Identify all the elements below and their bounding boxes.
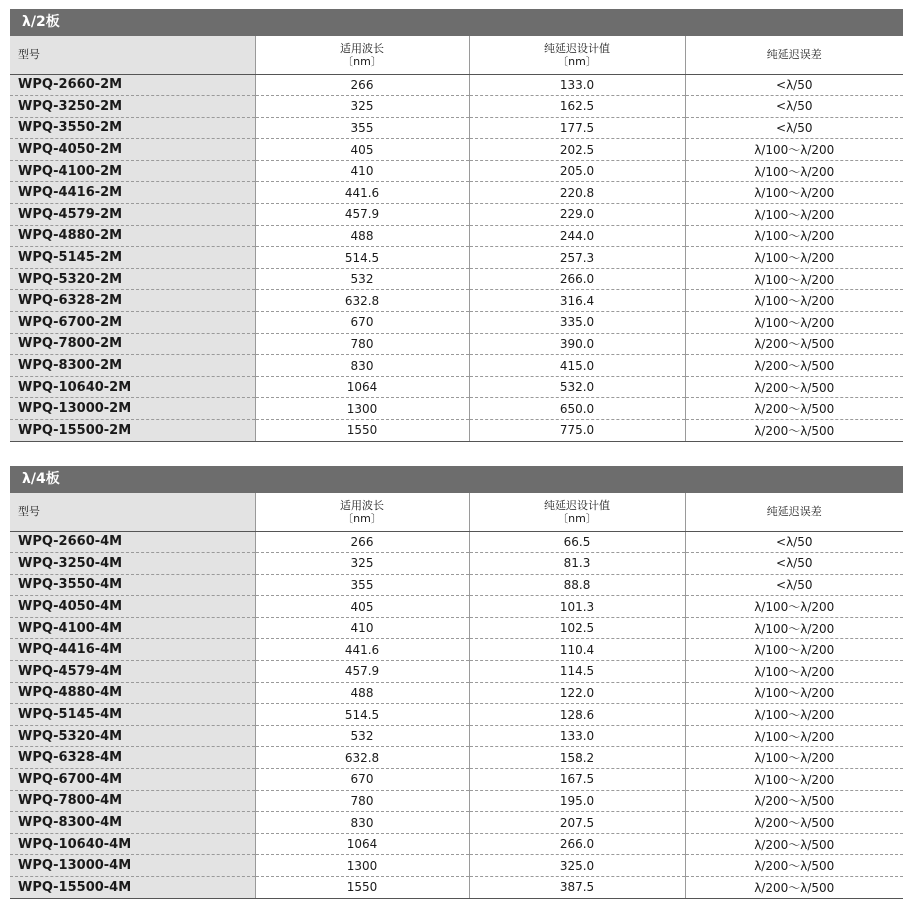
wavelength-header-unit: 〔nm〕: [342, 511, 382, 525]
model-cell: WPQ-5320-2M: [10, 268, 255, 290]
table-row: [10, 790, 903, 812]
model-cell: WPQ-15500-4M: [10, 877, 255, 899]
table-row: [10, 333, 903, 355]
wavelength-cell: 266: [255, 74, 469, 96]
wavelength-cell: 1550: [255, 420, 469, 442]
error-cell: λ/200～λ/500: [685, 855, 903, 877]
wavelength-cell: 488: [255, 682, 469, 704]
model-header: 型号: [10, 493, 255, 531]
wavelength-cell: 325: [255, 96, 469, 118]
wavelength-cell: 514.5: [255, 704, 469, 726]
retardation-cell: 775.0: [469, 420, 685, 442]
retardation-cell: 266.0: [469, 833, 685, 855]
error-cell: λ/200～λ/500: [685, 877, 903, 899]
table-row: [10, 531, 903, 553]
model-cell: WPQ-6700-4M: [10, 769, 255, 791]
retardation-header-unit: 〔nm〕: [557, 54, 597, 68]
table-header-row: [10, 493, 903, 531]
model-cell: WPQ-2660-2M: [10, 74, 255, 96]
error-cell: λ/100～λ/200: [685, 596, 903, 618]
error-cell: λ/200～λ/500: [685, 376, 903, 398]
model-cell: WPQ-13000-2M: [10, 398, 255, 420]
retardation-cell: 177.5: [469, 117, 685, 139]
wavelength-cell: 632.8: [255, 747, 469, 769]
error-cell: λ/100～λ/200: [685, 704, 903, 726]
retardation-cell: 81.3: [469, 553, 685, 575]
wavelength-cell: 1550: [255, 877, 469, 899]
error-cell: λ/100～λ/200: [685, 639, 903, 661]
retardation-cell: 128.6: [469, 704, 685, 726]
wavelength-cell: 355: [255, 574, 469, 596]
retardation-cell: 114.5: [469, 661, 685, 683]
retardation-cell: 257.3: [469, 247, 685, 269]
wavelength-header-unit: 〔nm〕: [342, 54, 382, 68]
table-row: [10, 355, 903, 377]
table-row: [10, 74, 903, 96]
retardation-cell: 110.4: [469, 639, 685, 661]
table-row: [10, 661, 903, 683]
error-cell: λ/100～λ/200: [685, 247, 903, 269]
retardation-cell: 202.5: [469, 139, 685, 161]
error-cell: λ/100～λ/200: [685, 747, 903, 769]
error-cell: λ/100～λ/200: [685, 225, 903, 247]
model-cell: WPQ-10640-2M: [10, 376, 255, 398]
retardation-cell: 229.0: [469, 204, 685, 226]
wavelength-cell: 532: [255, 725, 469, 747]
retardation-cell: 316.4: [469, 290, 685, 312]
error-cell: <λ/50: [685, 574, 903, 596]
model-cell: WPQ-3550-2M: [10, 117, 255, 139]
retardation-header-label: 纯延迟设计值: [544, 498, 610, 512]
model-cell: WPQ-4579-2M: [10, 204, 255, 226]
table-row: [10, 704, 903, 726]
model-cell: WPQ-7800-2M: [10, 333, 255, 355]
table-row: [10, 769, 903, 791]
error-cell: λ/100～λ/200: [685, 725, 903, 747]
retardation-cell: 158.2: [469, 747, 685, 769]
error-cell: <λ/50: [685, 74, 903, 96]
retardation-cell: 266.0: [469, 268, 685, 290]
wavelength-cell: 405: [255, 596, 469, 618]
table-row: [10, 312, 903, 334]
table-row: [10, 290, 903, 312]
model-cell: WPQ-7800-4M: [10, 790, 255, 812]
error-cell: λ/100～λ/200: [685, 661, 903, 683]
wavelength-cell: 670: [255, 312, 469, 334]
retardation-cell: 133.0: [469, 725, 685, 747]
wavelength-cell: 355: [255, 117, 469, 139]
error-cell: λ/200～λ/500: [685, 333, 903, 355]
table-row: [10, 574, 903, 596]
model-cell: WPQ-2660-4M: [10, 531, 255, 553]
model-cell: WPQ-4050-2M: [10, 139, 255, 161]
error-cell: λ/200～λ/500: [685, 355, 903, 377]
retardation-cell: 390.0: [469, 333, 685, 355]
error-cell: <λ/50: [685, 553, 903, 575]
retardation-cell: 88.8: [469, 574, 685, 596]
wavelength-header: [255, 36, 469, 74]
error-cell: λ/200～λ/500: [685, 790, 903, 812]
table-row: [10, 225, 903, 247]
half-wave-plate-section: [10, 9, 903, 442]
error-cell: λ/100～λ/200: [685, 268, 903, 290]
retardation-cell: 220.8: [469, 182, 685, 204]
error-cell: λ/200～λ/500: [685, 833, 903, 855]
wavelength-header: [255, 493, 469, 531]
wavelength-header-label: 适用波长: [340, 498, 384, 512]
error-cell: λ/100～λ/200: [685, 290, 903, 312]
table-row: [10, 247, 903, 269]
model-cell: WPQ-4100-2M: [10, 160, 255, 182]
model-cell: WPQ-4416-4M: [10, 639, 255, 661]
wavelength-cell: 830: [255, 812, 469, 834]
wavelength-cell: 1300: [255, 398, 469, 420]
table-row: [10, 96, 903, 118]
retardation-header: [469, 36, 685, 74]
error-cell: <λ/50: [685, 117, 903, 139]
table-row: [10, 812, 903, 834]
model-cell: WPQ-15500-2M: [10, 420, 255, 442]
retardation-cell: 415.0: [469, 355, 685, 377]
retardation-cell: 244.0: [469, 225, 685, 247]
model-cell: WPQ-13000-4M: [10, 855, 255, 877]
retardation-header: [469, 493, 685, 531]
error-cell: λ/100～λ/200: [685, 139, 903, 161]
wavelength-cell: 266: [255, 531, 469, 553]
error-cell: λ/200～λ/500: [685, 420, 903, 442]
wavelength-cell: 1064: [255, 376, 469, 398]
error-cell: λ/100～λ/200: [685, 769, 903, 791]
model-cell: WPQ-8300-4M: [10, 812, 255, 834]
retardation-cell: 167.5: [469, 769, 685, 791]
error-cell: <λ/50: [685, 531, 903, 553]
wavelength-cell: 457.9: [255, 204, 469, 226]
retardation-cell: 162.5: [469, 96, 685, 118]
wavelength-cell: 410: [255, 617, 469, 639]
model-cell: WPQ-4416-2M: [10, 182, 255, 204]
wavelength-cell: 670: [255, 769, 469, 791]
error-cell: λ/200～λ/500: [685, 398, 903, 420]
model-cell: WPQ-10640-4M: [10, 833, 255, 855]
wavelength-cell: 532: [255, 268, 469, 290]
table-row: [10, 182, 903, 204]
table-row: [10, 682, 903, 704]
retardation-cell: 66.5: [469, 531, 685, 553]
retardation-cell: 101.3: [469, 596, 685, 618]
wavelength-cell: 488: [255, 225, 469, 247]
error-header: 纯延迟误差: [685, 36, 903, 74]
table-row: [10, 376, 903, 398]
model-cell: WPQ-5145-2M: [10, 247, 255, 269]
model-cell: WPQ-3550-4M: [10, 574, 255, 596]
error-cell: λ/100～λ/200: [685, 312, 903, 334]
wavelength-cell: 830: [255, 355, 469, 377]
model-cell: WPQ-6328-2M: [10, 290, 255, 312]
model-cell: WPQ-4880-4M: [10, 682, 255, 704]
table-row: [10, 877, 903, 899]
wavelength-cell: 1064: [255, 833, 469, 855]
wavelength-cell: 780: [255, 333, 469, 355]
wavelength-cell: 441.6: [255, 182, 469, 204]
error-cell: λ/100～λ/200: [685, 160, 903, 182]
retardation-cell: 532.0: [469, 376, 685, 398]
wavelength-cell: 514.5: [255, 247, 469, 269]
table-row: [10, 268, 903, 290]
retardation-cell: 205.0: [469, 160, 685, 182]
model-cell: WPQ-5145-4M: [10, 704, 255, 726]
table-row: [10, 833, 903, 855]
retardation-cell: 133.0: [469, 74, 685, 96]
wavelength-cell: 457.9: [255, 661, 469, 683]
model-header: 型号: [10, 36, 255, 74]
error-cell: λ/100～λ/200: [685, 182, 903, 204]
table-row: [10, 617, 903, 639]
retardation-cell: 195.0: [469, 790, 685, 812]
retardation-cell: 102.5: [469, 617, 685, 639]
quarter-wave-plate-table: [10, 493, 903, 899]
wavelength-cell: 405: [255, 139, 469, 161]
model-cell: WPQ-4880-2M: [10, 225, 255, 247]
error-cell: λ/100～λ/200: [685, 617, 903, 639]
retardation-header-unit: 〔nm〕: [557, 511, 597, 525]
error-cell: <λ/50: [685, 96, 903, 118]
retardation-header-label: 纯延迟设计值: [544, 41, 610, 55]
model-cell: WPQ-3250-4M: [10, 553, 255, 575]
error-cell: λ/100～λ/200: [685, 682, 903, 704]
table-row: [10, 747, 903, 769]
table-row: [10, 139, 903, 161]
model-cell: WPQ-5320-4M: [10, 725, 255, 747]
model-cell: WPQ-4579-4M: [10, 661, 255, 683]
model-cell: WPQ-6700-2M: [10, 312, 255, 334]
half-wave-plate-table: [10, 36, 903, 442]
table-row: [10, 639, 903, 661]
table-row: [10, 398, 903, 420]
table-row: [10, 725, 903, 747]
error-header: 纯延迟误差: [685, 493, 903, 531]
table-row: [10, 420, 903, 442]
model-cell: WPQ-4100-4M: [10, 617, 255, 639]
section-title: λ/2板: [10, 9, 903, 36]
retardation-cell: 325.0: [469, 855, 685, 877]
retardation-cell: 387.5: [469, 877, 685, 899]
retardation-cell: 650.0: [469, 398, 685, 420]
model-cell: WPQ-6328-4M: [10, 747, 255, 769]
wavelength-cell: 441.6: [255, 639, 469, 661]
retardation-cell: 335.0: [469, 312, 685, 334]
table-row: [10, 117, 903, 139]
retardation-cell: 207.5: [469, 812, 685, 834]
wavelength-header-label: 适用波长: [340, 41, 384, 55]
error-cell: λ/100～λ/200: [685, 204, 903, 226]
model-cell: WPQ-4050-4M: [10, 596, 255, 618]
table-row: [10, 160, 903, 182]
table-row: [10, 855, 903, 877]
table-row: [10, 596, 903, 618]
model-cell: WPQ-3250-2M: [10, 96, 255, 118]
table-row: [10, 204, 903, 226]
table-header-row: [10, 36, 903, 74]
error-cell: λ/200～λ/500: [685, 812, 903, 834]
model-cell: WPQ-8300-2M: [10, 355, 255, 377]
section-title: λ/4板: [10, 466, 903, 493]
wavelength-cell: 325: [255, 553, 469, 575]
retardation-cell: 122.0: [469, 682, 685, 704]
wavelength-cell: 780: [255, 790, 469, 812]
wavelength-cell: 1300: [255, 855, 469, 877]
wavelength-cell: 632.8: [255, 290, 469, 312]
wavelength-cell: 410: [255, 160, 469, 182]
table-row: [10, 553, 903, 575]
quarter-wave-plate-section: [10, 466, 903, 899]
